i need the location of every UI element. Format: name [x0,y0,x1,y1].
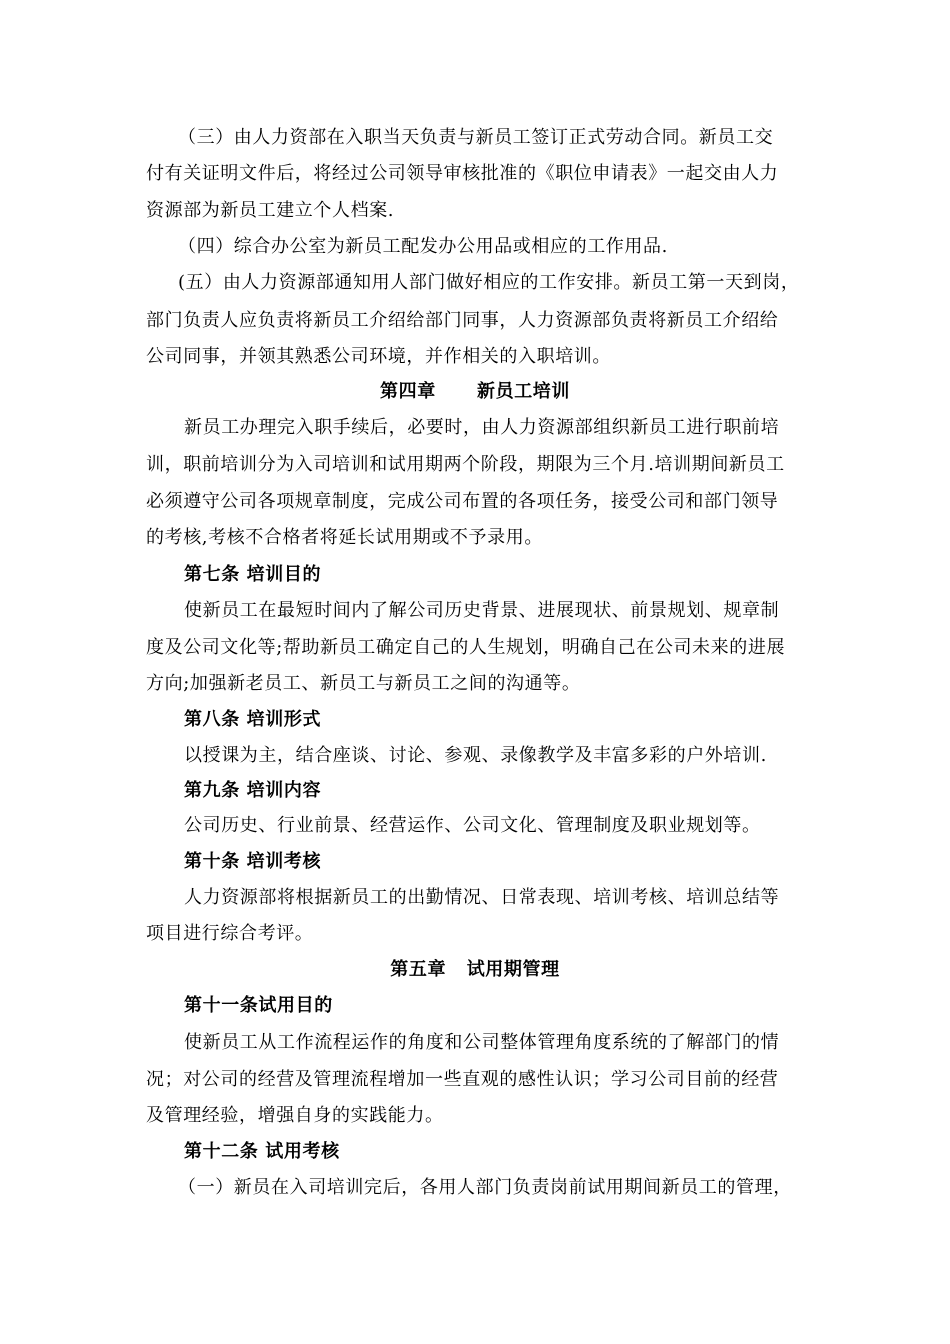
article-heading: 第九条 培训内容 [184,780,322,801]
paragraph-line: 使新员工从工作流程运作的角度和公司整体管理角度系统的了解部门的情 [184,1032,780,1053]
paragraph-line: 人力资源部将根据新员工的出勤情况、日常表现、培训考核、培训总结等 [184,887,780,908]
paragraph-line: 公司同事，并领其熟悉公司环境，并作相关的入职培训。 [146,346,611,367]
paragraph-line: 必须遵守公司各项规章制度，完成公司布置的各项任务，接受公司和部门领导 [146,491,779,512]
article-heading: 第十条 培训考核 [184,851,322,872]
paragraph-line: 的考核,考核不合格者将延长试用期或不予录用。 [146,527,543,548]
paragraph-line: 况；对公司的经营及管理流程增加一些直观的感性认识；学习公司目前的经营 [146,1069,779,1090]
paragraph-line: （三）由人力资部在入职当天负责与新员工签订正式劳动合同。新员工交 [178,127,774,148]
paragraph-line: 项目进行综合考评。 [146,923,314,944]
paragraph-line: 度及公司文化等;帮助新员工确定自己的人生规划，明确自己在公司未来的进展 [146,637,786,658]
paragraph-line: 公司历史、行业前景、经营运作、公司文化、管理制度及职业规划等。 [184,815,761,836]
article-heading: 第七条 培训目的 [184,564,322,585]
paragraph-line: (五）由人力资源部通知用人部门做好相应的工作安排。新员工第一天到岗， [178,272,800,293]
paragraph-line: 训，职前培训分为入司培训和试用期两个阶段，期限为三个月.培训期间新员工 [146,454,785,475]
paragraph-line: 付有关证明文件后，将经过公司领导审核批准的《职位申请表》一起交由人力 [146,163,779,184]
paragraph-line: 新员工办理完入职手续后，必要时，由人力资源部组织新员工进行职前培 [184,417,780,438]
chapter-heading: 第五章 试用期管理 [390,959,560,980]
paragraph-line: 部门负责人应负责将新员工介绍给部门同事，人力资源部负责将新员工介绍给 [146,310,779,331]
article-heading: 第十一条试用目的 [184,995,333,1016]
chapter-heading: 第四章 新员工培训 [380,381,570,402]
paragraph-line: 及管理经验，增强自身的实践能力。 [146,1105,444,1126]
paragraph-line: （一）新员在入司培训完后，各用人部门负责岗前试用期间新员工的管理， [178,1177,792,1198]
paragraph-line: 方向;加强新老员工、新员工与新员工之间的沟通等。 [146,673,581,694]
article-heading: 第八条 培训形式 [184,709,322,730]
paragraph-line: 以授课为主，结合座谈、讨论、参观、录像教学及丰富多彩的户外培训. [184,745,767,766]
paragraph-line: （四）综合办公室为新员工配发办公用品或相应的工作用品. [178,236,668,257]
article-heading: 第十二条 试用考核 [184,1141,340,1162]
paragraph-line: 使新员工在最短时间内了解公司历史背景、进展现状、前景规划、规章制 [184,600,780,621]
paragraph-line: 资源部为新员工建立个人档案. [146,200,395,221]
